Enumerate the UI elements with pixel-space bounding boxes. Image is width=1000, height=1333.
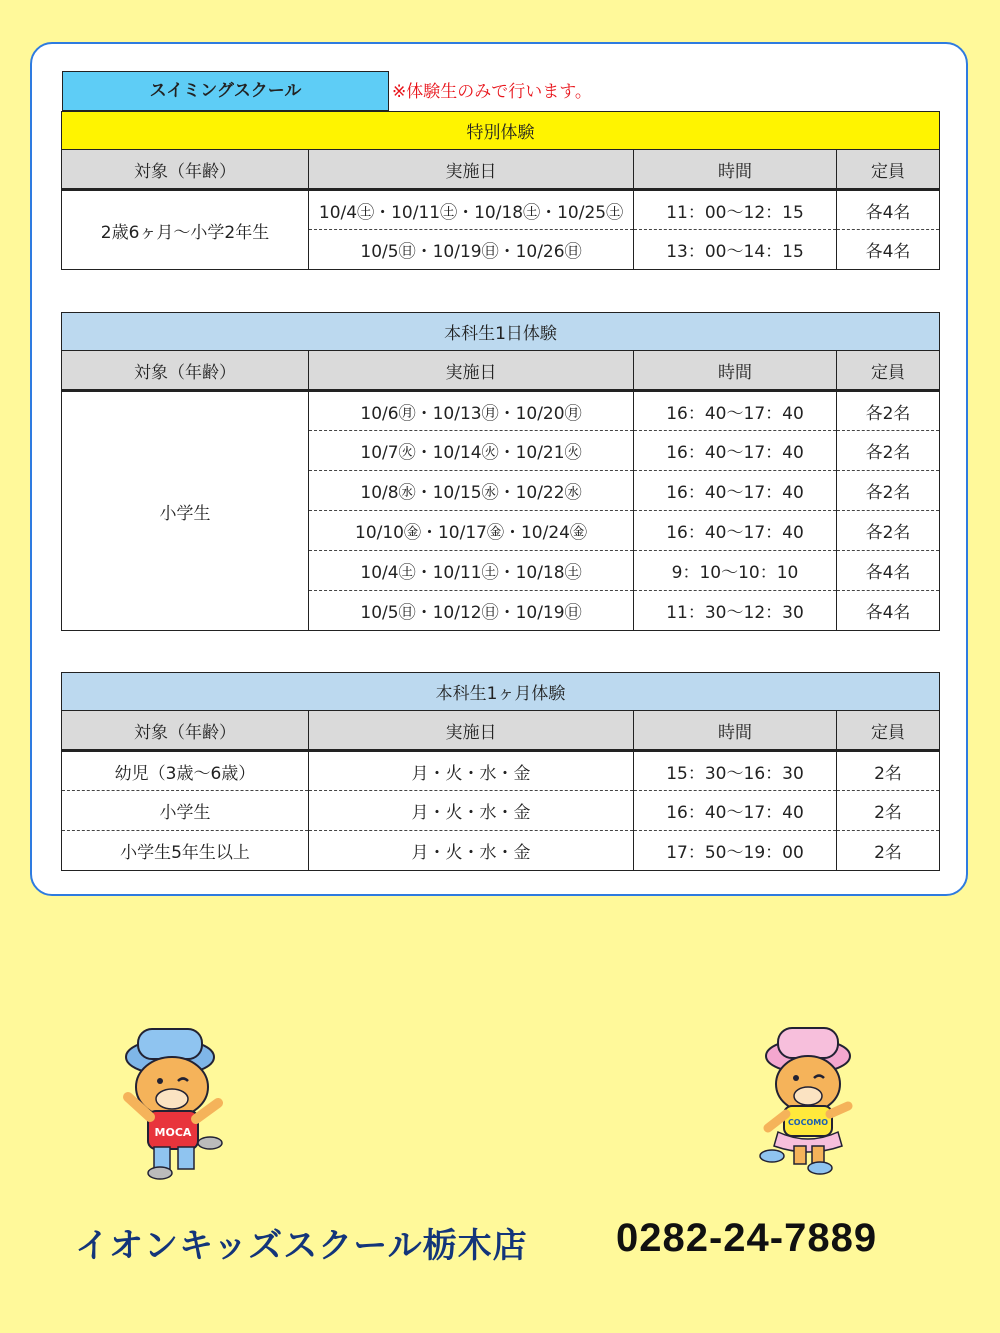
special-trial-table	[61, 111, 940, 270]
oneday-trial-table	[61, 312, 940, 631]
col-capacity: 定員	[837, 150, 940, 190]
col-time: 時間	[634, 711, 837, 751]
cocomo-shirt-text: COCOMO	[787, 1118, 829, 1127]
capacity-cell: 2名	[837, 751, 940, 791]
capacity-cell: 各4名	[837, 190, 940, 230]
table-row	[62, 190, 940, 230]
dates-cell: 10/8㊌・10/15㊌・10/22㊌	[309, 471, 634, 511]
oneday-trial-title: 本科生1日体験	[62, 313, 940, 351]
time-cell: 16：40～17：40	[634, 471, 837, 511]
phone-number[interactable]: 0282-24-7889	[616, 1216, 878, 1260]
col-capacity: 定員	[837, 351, 940, 391]
col-dates: 実施日	[309, 711, 634, 751]
capacity-cell: 各4名	[837, 591, 940, 631]
capacity-cell: 各2名	[837, 511, 940, 551]
time-cell: 16：40～17：40	[634, 511, 837, 551]
notice-text: ※体験生のみで行います。	[392, 82, 592, 102]
capacity-cell: 2名	[837, 791, 940, 831]
table-row	[62, 831, 940, 871]
dates-cell: 10/5㊐・10/12㊐・10/19㊐	[309, 591, 634, 631]
target-cell: 2歳6ヶ月～小学2年生	[62, 190, 309, 270]
time-cell: 16：40～17：40	[634, 431, 837, 471]
dates-cell: 月・火・水・金	[309, 751, 634, 791]
target-cell: 小学生	[62, 791, 309, 831]
time-cell: 9：10～10：10	[634, 551, 837, 591]
table-row	[62, 791, 940, 831]
time-cell: 11：00～12：15	[634, 190, 837, 230]
special-trial-title: 特別体験	[62, 112, 940, 150]
cocomo-mascot-illustration	[750, 1018, 870, 1183]
time-cell: 11：30～12：30	[634, 591, 837, 631]
col-dates: 実施日	[309, 351, 634, 391]
school-name: イオンキッズスクール栃木店	[75, 1227, 528, 1265]
dates-cell: 月・火・水・金	[309, 831, 634, 871]
capacity-cell: 各4名	[837, 230, 940, 270]
time-cell: 17：50～19：00	[634, 831, 837, 871]
capacity-cell: 各2名	[837, 431, 940, 471]
col-time: 時間	[634, 351, 837, 391]
capacity-cell: 2名	[837, 831, 940, 871]
capacity-cell: 各4名	[837, 551, 940, 591]
dates-cell: 10/4㊏・10/11㊏・10/18㊏	[309, 551, 634, 591]
time-cell: 16：40～17：40	[634, 791, 837, 831]
dates-cell: 10/5㊐・10/19㊐・10/26㊐	[309, 230, 634, 270]
onemonth-trial-table	[61, 672, 940, 871]
target-cell: 小学生	[62, 391, 309, 631]
col-target: 対象（年齢）	[62, 351, 309, 391]
dates-cell: 10/6㊊・10/13㊊・10/20㊊	[309, 391, 634, 431]
dates-cell: 10/10㊎・10/17㊎・10/24㊎	[309, 511, 634, 551]
dates-cell: 月・火・水・金	[309, 791, 634, 831]
capacity-cell: 各2名	[837, 471, 940, 511]
col-target: 対象（年齢）	[62, 150, 309, 190]
time-cell: 13：00～14：15	[634, 230, 837, 270]
col-target: 対象（年齢）	[62, 711, 309, 751]
table-row	[62, 751, 940, 791]
dates-cell: 10/4㊏・10/11㊏・10/18㊏・10/25㊏	[309, 190, 634, 230]
col-capacity: 定員	[837, 711, 940, 751]
time-cell: 16：40～17：40	[634, 391, 837, 431]
time-cell: 15：30～16：30	[634, 751, 837, 791]
capacity-cell: 各2名	[837, 391, 940, 431]
target-cell: 幼児（3歳～6歳）	[62, 751, 309, 791]
school-tag: スイミングスクール	[62, 71, 389, 111]
col-time: 時間	[634, 150, 837, 190]
moca-shirt-text: MOCA	[154, 1126, 192, 1139]
moca-mascot-illustration	[110, 1015, 240, 1180]
col-dates: 実施日	[309, 150, 634, 190]
dates-cell: 10/7㊋・10/14㊋・10/21㊋	[309, 431, 634, 471]
table-row	[62, 391, 940, 431]
target-cell: 小学生5年生以上	[62, 831, 309, 871]
onemonth-trial-title: 本科生1ヶ月体験	[62, 673, 940, 711]
